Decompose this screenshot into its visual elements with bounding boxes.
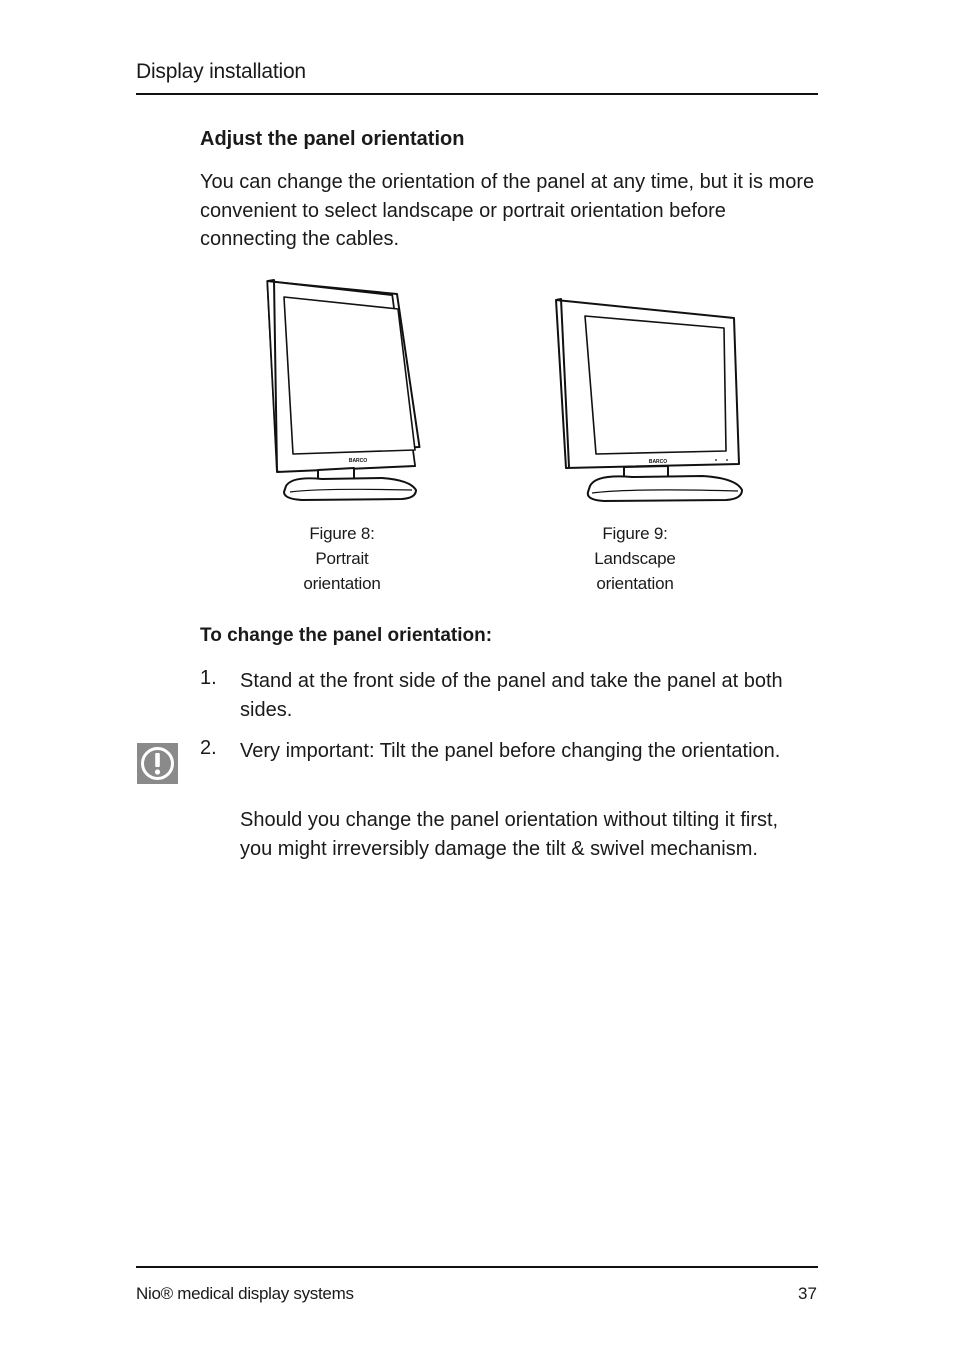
page-number: 37: [798, 1284, 817, 1303]
step-1-number: 1.: [200, 667, 217, 689]
barco-logo: BARCO: [348, 458, 368, 464]
indicator-led-icon: [726, 459, 728, 461]
procedure-title: To change the panel orientation:: [200, 625, 493, 646]
step-2-text: Very important: Tilt the panel before changing the orientation.: [240, 740, 781, 762]
running-header-title: Display installation: [136, 60, 306, 83]
caption-line: Figure 9:: [602, 524, 668, 543]
power-led-icon: [715, 459, 717, 461]
caption-line: Landscape: [594, 549, 676, 568]
caption-line: orientation: [303, 574, 381, 593]
figure-9-caption: [555, 521, 715, 596]
caption-line: orientation: [596, 574, 674, 593]
caption-line: Portrait: [315, 549, 369, 568]
caption-line: Figure 8:: [309, 524, 375, 543]
barco-logo: BARCO: [648, 459, 668, 465]
header-rule: [136, 93, 818, 95]
figure-portrait-monitor: [262, 276, 422, 509]
figure-8-caption: [262, 521, 422, 596]
intro-paragraph: You can change the orientation of the panel at any time, but it is more convenient to select landscape or portrait orientation before connecting the cables.: [200, 171, 815, 250]
portrait-monitor-illustration: [262, 276, 422, 504]
footer-product-name: Nio® medical display systems: [136, 1284, 354, 1303]
step-2-note: Should you change the panel orientation without tilting it first, you might irreversibly damage the tilt & swivel mechanism.: [240, 809, 779, 860]
step-1-text: Stand at the front side of the panel and take the panel at both sides.: [240, 670, 783, 721]
section-heading: Adjust the panel orientation: [200, 128, 465, 150]
figure-landscape-monitor: [552, 296, 748, 511]
footer-rule: [136, 1266, 818, 1268]
step-2-number: 2.: [200, 737, 217, 759]
exclamation-warning-icon: [137, 743, 178, 784]
landscape-monitor-illustration: [552, 296, 748, 506]
